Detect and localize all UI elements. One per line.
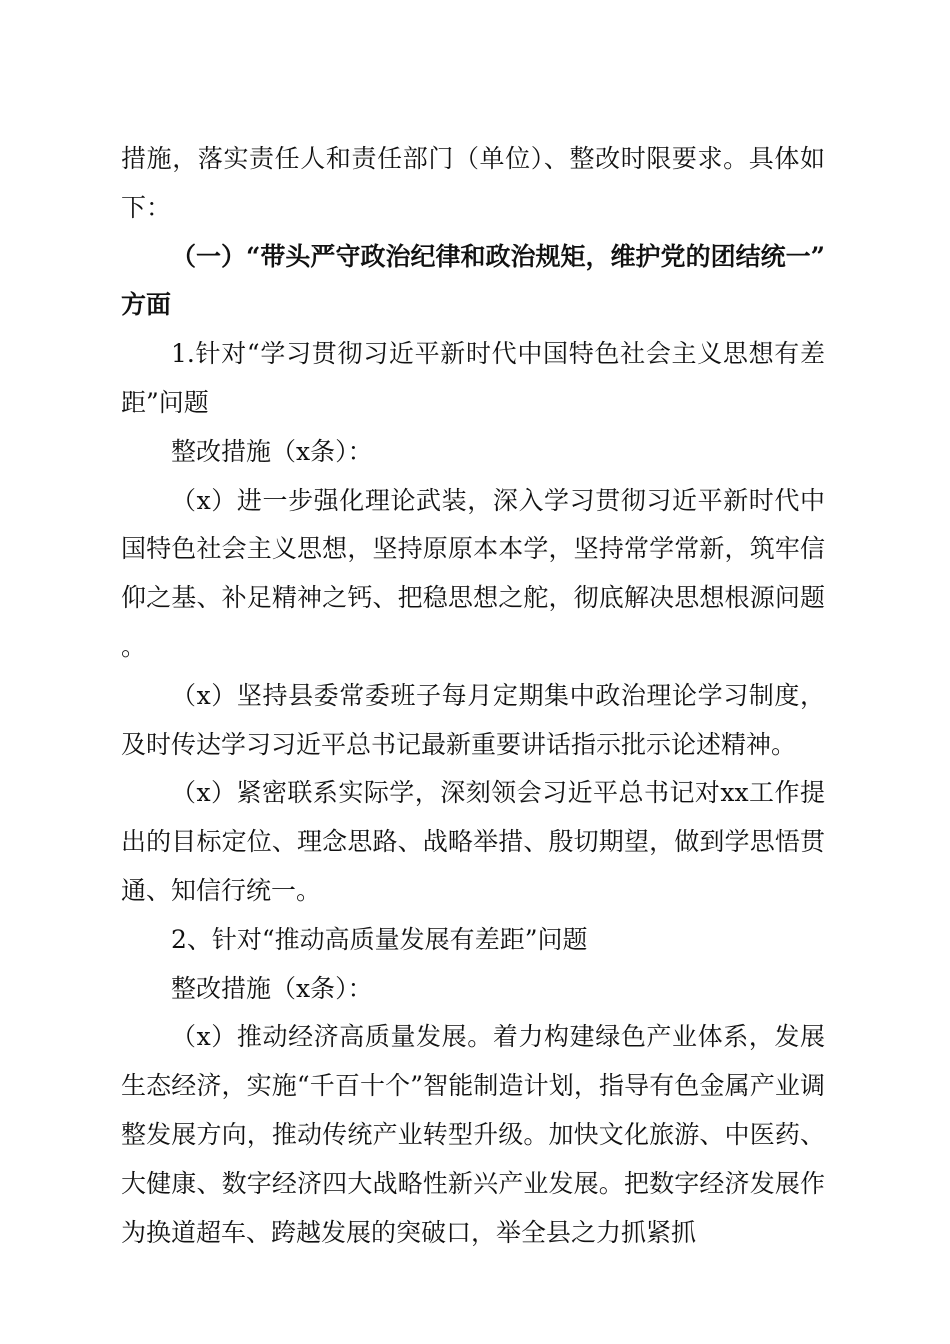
measures-label-2: 整改措施（x条）： [171,973,373,1003]
measure-item: （x）推动经济高质量发展。着力构建绿色产业体系，发展生态经济，实施“千百十个”智能制造计划，指导有色金属产业调整发展方向，推动传统产业转型升级。加快文化旅游、中医药、大健康、数字经济四大战略性新兴产业发展。把数字经济发展作为换道超车、跨越发展的突破口，举全县之力抓紧抓 [121,1022,825,1247]
measure-item: （x）坚持县委常委班子每月定期集中政治理论学习制度，及时传达学习习近平总书记最新重要讲话指示批示论述精神。 [121,680,825,759]
measure-item: （x）紧密联系实际学，深刻领会习近平总书记对xx工作提出的目标定位、理念思路、战略举措、殷切期望，做到学思悟贯通、知信行统一。 [121,778,825,905]
paragraph-continuation: 措施，落实责任人和责任部门（单位）、整改时限要求。具体如下： [121,144,825,222]
issue-heading-1: 1.针对“学习贯彻习近平新时代中国特色社会主义思想有差距”问题 [121,339,825,417]
measures-label-1: 整改措施（x条）： [171,436,373,466]
issue-heading-2: 2、针对“推动高质量发展有差距”问题 [171,924,588,954]
section-heading: （一）“带头严守政治纪律和政治规矩，维护党的团结统一”方面 [121,241,825,320]
measure-item: （x）进一步强化理论武装，深入学习贯彻习近平新时代中国特色社会主义思想，坚持原原本本学，坚持常学常新，筑牢信仰之基、补足精神之钙、把稳思想之舵，彻底解决思想根源问题。 [121,485,825,661]
document-body [121,135,825,1257]
